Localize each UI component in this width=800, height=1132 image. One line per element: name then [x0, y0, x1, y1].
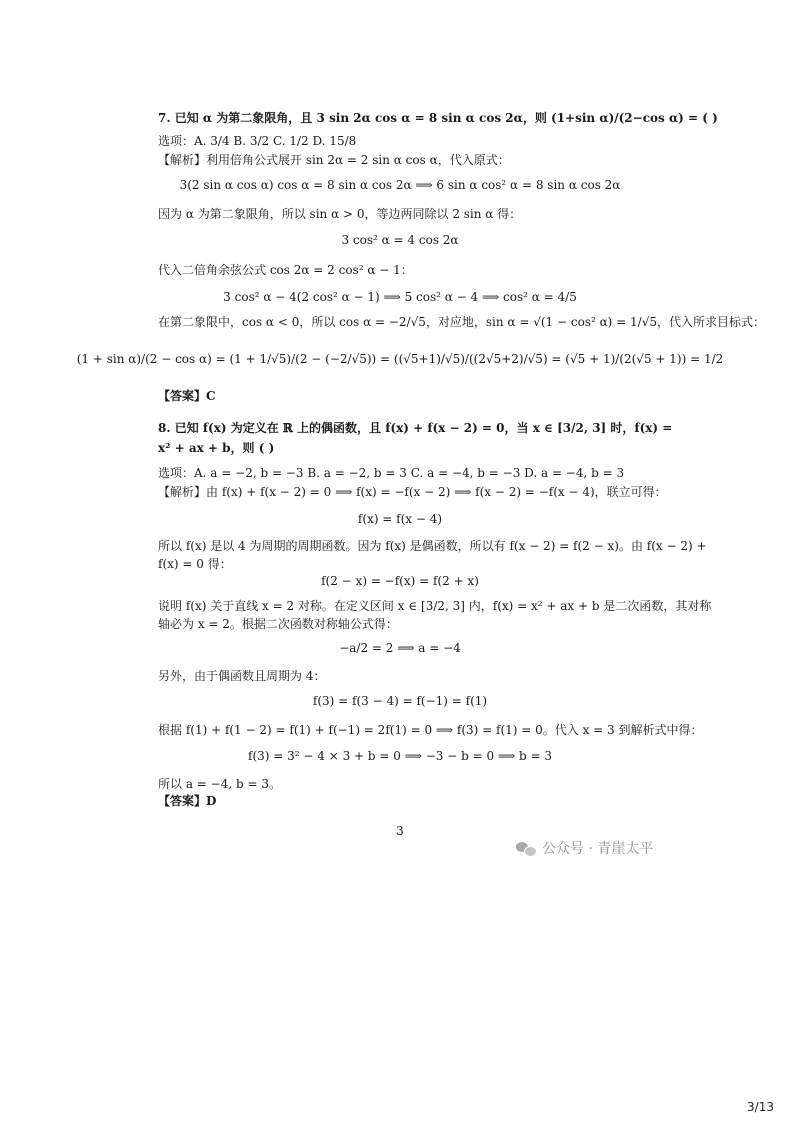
q7-equation-2: 3 cos² α = 4 cos 2α — [341, 233, 459, 247]
page-number: 3 — [396, 824, 404, 838]
q8-equation-2: f(2 − x) = −f(x) = f(2 + x) — [321, 574, 479, 588]
watermark-text: 公众号 · 青崖太平 — [542, 841, 654, 857]
watermark — [516, 838, 653, 858]
q8-analysis-intro: 【解析】由 f(x) + f(x − 2) = 0 ⟹ f(x) = −f(x − 2) ⟹ f(x − 2) = −f(x − 4)，联立可得： — [158, 485, 667, 499]
q8-equation-1: f(x) = f(x − 4) — [357, 512, 443, 526]
q7-text-2: 因为 α 为第二象限角，所以 sin α > 0，等边两同除以 2 sin α 得： — [158, 207, 522, 221]
wechat-icon — [516, 840, 536, 856]
q8-text-6: 所以 a = −4, b = 3。 — [158, 777, 281, 791]
q8-text-2b: f(x) = 0 得： — [158, 557, 232, 571]
q7-equation-1: 3(2 sin α cos α) cos α = 8 sin α cos 2α ⟹ 6 sin α cos² α = 8 sin α cos 2α — [179, 178, 621, 192]
q8-text-2a: 所以 f(x) 是以 4 为周期的周期函数。因为 f(x) 是偶函数，所以有 f(x − 2) = f(2 − x)。由 f(x − 2) + — [158, 539, 707, 553]
q8-equation-5: f(3) = 3² − 4 × 3 + b = 0 ⟹ −3 − b = 0 ⟹ b = 3 — [248, 749, 552, 763]
q7-equation-3: 3 cos² α − 4(2 cos² α − 1) ⟹ 5 cos² α − 4 ⟹ cos² α = 4/5 — [223, 290, 577, 304]
q8-options: 选项：A. a = −2, b = −3 B. a = −2, b = 3 C. a = −4, b = −3 D. a = −4, b = 3 — [158, 466, 625, 480]
q8-text-3b: 轴必为 x = 2。根据二次函数对称轴公式得： — [158, 617, 398, 631]
q7-text-3: 代入二倍角余弦公式 cos 2α = 2 cos² α − 1： — [158, 263, 413, 277]
q7-options: 选项：A. 3/4 B. 3/2 C. 1/2 D. 15/8 — [158, 134, 357, 148]
q7-answer: 【答案】C — [158, 389, 216, 403]
q7-title: 7. 已知 α 为第二象限角，且 3 sin 2α cos α = 8 sin α cos 2α，则 (1+sin α)/(2−cos α) = ( ) — [158, 111, 718, 125]
q7-equation-4: (1 + sin α)/(2 − cos α) = (1 + 1/√5)/(2 − (−2/√5)) = ((√5+1)/√5)/((2√5+2)/√5) = (√5 + 1)/(2(√5 + 1)) = 1/2 — [76, 352, 724, 366]
page-counter: 3/13 — [747, 1100, 774, 1114]
q8-text-4: 另外，由于偶函数且周期为 4： — [158, 669, 326, 683]
q8-title-line-1: 8. 已知 f(x) 为定义在 ℝ 上的偶函数，且 f(x) + f(x − 2) = 0，当 x ∈ [3/2, 3] 时，f(x) = — [158, 421, 673, 435]
q8-equation-3: −a/2 = 2 ⟹ a = −4 — [339, 641, 461, 655]
q8-text-5: 根据 f(1) + f(1 − 2) = f(1) + f(−1) = 2f(1) = 0 ⟹ f(3) = f(1) = 0。代入 x = 3 到解析式中得： — [158, 723, 703, 737]
q7-text-4: 在第二象限中，cos α < 0，所以 cos α = −2/√5，对应地，sin α = √(1 − cos² α) = 1/√5，代入所求目标式： — [158, 315, 766, 329]
q8-answer: 【答案】D — [158, 794, 217, 808]
q8-equation-4: f(3) = f(3 − 4) = f(−1) = f(1) — [312, 694, 488, 708]
q8-title-line-2: x² + ax + b，则 ( ) — [158, 441, 275, 455]
q7-analysis-intro: 【解析】利用倍角公式展开 sin 2α = 2 sin α cos α，代入原式： — [158, 153, 510, 167]
q8-text-3a: 说明 f(x) 关于直线 x = 2 对称。在定义区间 x ∈ [3/2, 3] 内，f(x) = x² + ax + b 是二次函数，其对称 — [158, 599, 712, 613]
